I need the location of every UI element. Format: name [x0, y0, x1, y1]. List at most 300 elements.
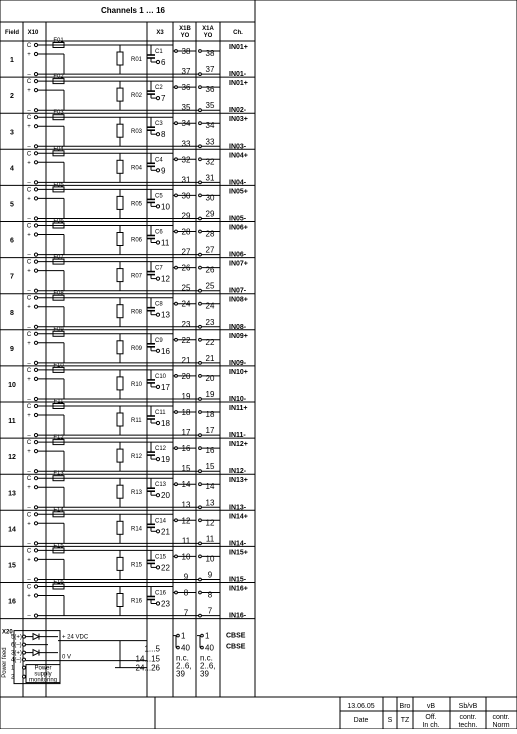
x1a-terminal [199, 230, 202, 233]
resistor [117, 557, 123, 570]
x1b-terminal [175, 483, 178, 486]
channel-row-13 [0, 471, 255, 514]
x1b-pin-top: 10 [181, 552, 191, 562]
contr-norm-label: contr. [492, 714, 510, 721]
resistor [117, 88, 123, 101]
x10-pin-label: C [26, 151, 32, 158]
x10-pin-label: – [27, 613, 31, 620]
resistor [117, 485, 123, 498]
x10-terminal [34, 614, 37, 617]
x10-terminal [34, 181, 37, 184]
x10-pin-label: + [27, 232, 31, 239]
x10-terminal [34, 305, 37, 308]
x1b-pin-bottom: 29 [181, 211, 191, 221]
x1b-pin-top: 18 [181, 408, 191, 417]
pin-40-label: 40 [205, 643, 214, 653]
x1b-terminal [175, 447, 178, 450]
fuse-label: F11 [53, 399, 64, 405]
channel-row-12 [0, 435, 255, 478]
x3-pin-label: 16 [161, 346, 170, 356]
x1b-pin-bottom: 27 [181, 247, 191, 257]
x10-terminal [34, 125, 37, 128]
v24-label: + 24 VDC [62, 634, 89, 641]
resistor [117, 341, 123, 354]
x10-pin-label: C [26, 440, 32, 447]
header-field: Field [4, 30, 20, 36]
x20-terminal [23, 651, 26, 654]
x10-terminal [34, 404, 37, 407]
field-number: 1 [10, 57, 14, 65]
fuse-label: F16 [53, 579, 64, 586]
terminal [201, 634, 204, 637]
x10-pin-label: + [27, 88, 31, 95]
x3-pin-label: 9 [161, 166, 166, 176]
x10-terminal [34, 513, 37, 516]
fuse-label: F08 [53, 290, 64, 297]
capacitor-label: C1 [155, 49, 163, 55]
channel-minus-label: IN03- [229, 143, 247, 151]
x1a-terminal [199, 506, 202, 509]
x1a-pin-top: 26 [205, 265, 215, 275]
x3-terminal [156, 60, 159, 63]
x3-terminal [156, 458, 159, 461]
x1b-pin-top: 22 [181, 335, 191, 345]
fuse-label: F01 [53, 38, 64, 44]
x1a-pin-top: 14 [205, 482, 215, 492]
channel-row-14 [0, 507, 255, 550]
x10-terminal [34, 73, 37, 76]
capacitor-label: C2 [155, 85, 163, 92]
x1a-pin-top: 18 [205, 410, 215, 419]
x10-terminal [34, 585, 37, 588]
monitor-label-1: Power [34, 665, 52, 672]
fuse-label: F15 [53, 543, 64, 550]
x20-terminal [23, 666, 26, 669]
x10-pin-label: + [27, 485, 31, 492]
x1b-terminal [175, 519, 178, 522]
x10-pin-label: + [27, 340, 31, 347]
channel-row-5 [0, 182, 255, 222]
resistor [117, 52, 123, 65]
x1b-terminal [175, 302, 178, 305]
x10-pin-label: – [27, 577, 31, 584]
x10-terminal [34, 542, 37, 545]
channel-plus-label: IN09+ [229, 332, 248, 340]
resistor-label: R02 [131, 93, 143, 100]
x1a-terminal [199, 217, 202, 220]
capacitor-label: C15 [155, 554, 167, 561]
nc-label: n.c. [200, 653, 213, 663]
x1a-terminal [199, 325, 202, 328]
field-number: 5 [10, 201, 14, 209]
x3-terminal [156, 313, 159, 316]
resistor [117, 160, 123, 173]
resistor-label: R10 [131, 381, 143, 388]
field-number: 7 [10, 273, 14, 281]
x1b-pin-top: 12 [181, 516, 191, 526]
x1a-terminal [199, 145, 202, 148]
x10-terminal [34, 594, 37, 597]
x3-pin-label: 21 [161, 527, 170, 537]
x1a-terminal [199, 289, 202, 292]
x3-range-3: 24...26 [135, 663, 160, 673]
x1a-pin-bottom: 7 [207, 606, 213, 616]
capacitor-label: C3 [155, 121, 163, 128]
field-number: 14 [8, 526, 16, 534]
x10-pin-label: – [27, 144, 31, 151]
x1a-pin-top: 36 [205, 85, 215, 95]
resistor [117, 124, 123, 137]
cbse-label: CBSE [226, 643, 246, 651]
header-x1b: X1B [179, 26, 191, 32]
resistor [117, 196, 123, 209]
x10-pin-label: C [26, 295, 32, 302]
power-feed-label: Power feed [2, 647, 8, 678]
x10-pin-label: C [26, 584, 32, 591]
capacitor-label: C11 [155, 410, 166, 416]
vb-label: vB [426, 703, 436, 710]
terminal [177, 646, 180, 649]
x1a-terminal [199, 614, 202, 617]
channel-minus-label: IN05- [229, 215, 247, 223]
channel-plus-label: IN11+ [229, 405, 248, 412]
x1a-terminal [199, 73, 202, 76]
capacitor-label: C6 [155, 229, 163, 236]
channel-minus-label: IN16- [229, 612, 247, 620]
channel-plus-label: IN08+ [229, 296, 248, 304]
x10-pin-label: – [27, 108, 31, 115]
x1b-terminal [175, 122, 178, 125]
resistor-label: R06 [131, 237, 143, 244]
x3-terminal [156, 421, 159, 424]
x3-terminal [156, 385, 159, 388]
x10-pin-label: – [27, 397, 31, 403]
x1a-pin-top: 10 [205, 554, 215, 564]
channel-plus-label: IN06+ [229, 224, 248, 232]
capacitor-label: C16 [155, 590, 167, 597]
channel-plus-label: IN07+ [229, 260, 248, 268]
x1a-pin-bottom: 21 [205, 353, 215, 363]
capacitor-label: C9 [155, 337, 163, 344]
channel-row-2 [0, 74, 255, 117]
x1b-pin-bottom: 17 [181, 428, 191, 438]
field-number: 13 [8, 490, 16, 498]
off-label: Off. [425, 714, 437, 721]
nc-label: 2..6, [200, 661, 216, 671]
x20-pin-label: 5(+) [11, 634, 22, 641]
channel-row-11 [0, 399, 255, 442]
x10-terminal [34, 224, 37, 227]
x1a-terminal [199, 470, 202, 473]
x10-pin-label: – [27, 505, 31, 512]
x1a-terminal [199, 122, 202, 125]
x1a-pin-top: 38 [205, 49, 215, 58]
channel-minus-label: IN06- [229, 251, 247, 259]
x1a-terminal [199, 253, 202, 256]
x3-terminal [156, 205, 159, 208]
x10-terminal [34, 549, 37, 552]
resistor-label: R01 [131, 57, 143, 63]
fuse-label: F02 [53, 74, 64, 81]
resistor [117, 521, 123, 534]
title-block [155, 697, 517, 729]
resistor [117, 377, 123, 390]
x10-terminal [34, 145, 37, 148]
x3-pin-label: 11 [161, 238, 170, 248]
resistor-label: R12 [131, 454, 143, 461]
x3-terminal [156, 277, 159, 280]
monitor-label-3: monitoring [28, 677, 58, 684]
channel-row-15 [0, 543, 255, 583]
x10-pin-label: + [27, 124, 31, 131]
nc-label: 39 [200, 669, 209, 679]
header-x1b-yo: YO [180, 33, 190, 39]
channel-minus-label: IN15- [229, 576, 247, 584]
x10-pin-label: C [26, 187, 32, 194]
header-x1a-yo: YO [203, 33, 213, 39]
terminal [201, 646, 204, 649]
fuse-label: F10 [53, 362, 64, 369]
channel-plus-label: IN13+ [229, 477, 248, 485]
channel-row-1 [0, 38, 255, 81]
x3-terminal [156, 169, 159, 172]
x20-label: X20 [2, 629, 13, 636]
x1a-terminal [199, 50, 202, 53]
x1a-terminal [199, 86, 202, 89]
x1a-terminal [199, 519, 202, 522]
pin-40-label: 40 [181, 643, 190, 653]
x10-terminal [34, 578, 37, 581]
channel-plus-label: IN15+ [229, 549, 248, 557]
x10-pin-label: – [27, 324, 31, 331]
x20-pin-label: 1 [11, 665, 15, 672]
resistor [117, 594, 123, 607]
x3-pin-label: 23 [161, 599, 170, 609]
x1b-pin-bottom: 15 [181, 464, 191, 474]
date-value: 13.06.05 [347, 703, 375, 710]
x1a-pin-bottom: 33 [205, 137, 215, 147]
channel-plus-label: IN16+ [229, 585, 248, 593]
diode-icon [33, 650, 39, 656]
x10-terminal [34, 89, 37, 92]
field-number: 12 [8, 454, 16, 462]
x10-terminal [34, 325, 37, 328]
x3-range-1: 1...5 [144, 644, 160, 654]
x1b-pin-bottom: 31 [181, 175, 191, 185]
x10-terminal [34, 558, 37, 561]
x1b-pin-bottom: 33 [181, 139, 191, 149]
channel-minus-label: IN07- [229, 287, 247, 295]
channel-minus-label: IN11- [229, 432, 246, 440]
fuse-label: F05 [53, 182, 64, 189]
x10-terminal [34, 253, 37, 256]
capacitor-label: C8 [155, 301, 163, 308]
field-number: 16 [8, 598, 16, 606]
fuse-label: F14 [53, 507, 64, 514]
x1a-pin-bottom: 17 [205, 426, 215, 436]
x1b-pin-top: 26 [181, 263, 191, 273]
x1a-pin-bottom: 35 [205, 101, 215, 111]
x10-terminal [34, 377, 37, 380]
x1a-terminal [199, 194, 202, 197]
x1b-pin-top: 16 [181, 444, 191, 454]
x1b-pin-bottom: 25 [181, 283, 191, 293]
x1a-pin-bottom: 15 [205, 462, 215, 472]
channel-plus-label: IN03+ [229, 116, 248, 124]
x10-pin-label: C [26, 476, 32, 483]
x3-terminal [156, 602, 159, 605]
x1a-pin-bottom: 19 [205, 390, 215, 399]
channel-plus-label: IN14+ [229, 513, 248, 521]
resistor-label: R15 [131, 562, 143, 569]
x1a-terminal [199, 434, 202, 437]
fuse-label: F04 [53, 146, 64, 153]
header-x3: X3 [156, 30, 164, 36]
x10-terminal [34, 161, 37, 164]
x10-pin-label: C [26, 404, 32, 410]
resistor-label: R16 [131, 598, 143, 605]
resistor-label: R03 [131, 129, 143, 136]
capacitor-label: C10 [155, 373, 167, 380]
in-ch-label: In ch. [422, 722, 440, 729]
page-title: Channels 1 … 16 [100, 6, 166, 15]
field-number: 9 [10, 345, 14, 353]
x10-pin-label: C [26, 512, 32, 519]
x10-terminal [34, 233, 37, 236]
x1a-pin-top: 12 [205, 518, 215, 528]
capacitor-label: C4 [155, 157, 163, 164]
x1b-terminal [175, 230, 178, 233]
resistor-label: R05 [131, 201, 143, 208]
x3-pin-label: 10 [161, 202, 170, 212]
channel-minus-label: IN14- [229, 540, 247, 548]
channel-plus-label: IN04+ [229, 152, 248, 160]
x1a-terminal [199, 158, 202, 161]
nc-label: n.c. [176, 653, 189, 663]
header-ch: Ch. [233, 30, 243, 36]
x10-terminal [34, 522, 37, 525]
channel-plus-label: IN05+ [229, 188, 248, 196]
x1a-pin-top: 16 [205, 446, 215, 456]
x1b-pin-top: 32 [181, 155, 191, 165]
fuse-label: F13 [53, 471, 64, 478]
channel-plus-label: IN10+ [229, 368, 248, 376]
x10-terminal [34, 52, 37, 55]
x1b-pin-bottom: 37 [181, 67, 191, 77]
capacitor-label: C12 [155, 446, 167, 453]
x1b-terminal [175, 591, 178, 594]
capacitor-label: C5 [155, 193, 163, 200]
x3-pin-label: 17 [161, 382, 170, 392]
x10-terminal [34, 260, 37, 263]
fuse-label: F09 [53, 326, 64, 333]
x10-pin-label: C [26, 331, 32, 338]
x3-pin-label: 13 [161, 310, 170, 320]
x1a-pin-bottom: 9 [207, 570, 213, 580]
x20-pin-label: 6(–) [11, 642, 22, 649]
x10-pin-label: + [27, 449, 31, 456]
x1b-terminal [175, 266, 178, 269]
x10-terminal [34, 368, 37, 371]
x10-pin-label: + [27, 557, 31, 564]
nc-label: 2..6, [176, 661, 192, 671]
sbvb-label: Sb/vB [458, 703, 478, 710]
resistor-label: R04 [131, 165, 143, 172]
x3-range-2: 14...15 [135, 654, 160, 664]
x3-pin-label: 8 [161, 130, 166, 140]
x20-terminal [23, 643, 26, 646]
contr-techn-label: contr. [459, 714, 477, 721]
x1b-pin-bottom: 13 [181, 500, 191, 510]
x3-pin-label: 22 [161, 563, 170, 573]
x10-pin-label: C [26, 259, 32, 266]
x10-pin-label: – [27, 469, 31, 476]
x1b-terminal [175, 375, 178, 378]
x10-pin-label: C [26, 79, 32, 86]
field-number: 3 [10, 129, 14, 137]
x1b-pin-bottom: 21 [181, 355, 191, 365]
x10-terminal [34, 116, 37, 119]
x10-pin-label: C [26, 548, 32, 555]
x10-terminal [34, 332, 37, 335]
cbse-label: CBSE [226, 632, 246, 640]
resistor [117, 269, 123, 282]
x1a-terminal [199, 362, 202, 365]
x1a-terminal [199, 109, 202, 112]
x10-terminal [34, 109, 37, 112]
x3-terminal [156, 566, 159, 569]
power-section [2, 630, 246, 684]
x3-terminal [156, 530, 159, 533]
x10-terminal [34, 80, 37, 83]
x20-terminal [23, 675, 26, 678]
x1a-pin-top: 30 [205, 193, 215, 203]
channel-minus-label: IN01- [229, 71, 247, 79]
x10-terminal [34, 296, 37, 299]
x1a-pin-top: 32 [205, 157, 215, 167]
x1b-pin-bottom: 23 [181, 319, 191, 329]
x10-pin-label: – [27, 216, 31, 223]
x1a-pin-top: 20 [205, 373, 215, 383]
x1a-terminal [199, 483, 202, 486]
x10-terminal [34, 397, 37, 400]
s-label: S [387, 717, 393, 724]
resistor-label: R08 [131, 309, 143, 316]
x1b-pin-bottom: 19 [181, 392, 191, 401]
x1b-pin-top: 34 [181, 119, 191, 129]
x1a-pin-top: 22 [205, 337, 215, 347]
diode-icon [33, 634, 39, 640]
capacitor-label: C14 [155, 518, 167, 525]
x1a-pin-top: 28 [205, 229, 215, 239]
channel-row-4 [0, 146, 255, 189]
v0-label: 0 V [62, 654, 72, 661]
channel-minus-label: IN12- [229, 468, 247, 476]
x10-pin-label: + [27, 160, 31, 167]
x10-terminal [34, 470, 37, 473]
x10-terminal [34, 289, 37, 292]
x1b-terminal [175, 411, 178, 414]
x10-pin-label: C [26, 43, 32, 49]
monitor-label-2: supply [34, 671, 52, 678]
field-number: 6 [10, 237, 14, 245]
column-headers [5, 26, 243, 39]
x10-terminal [34, 43, 37, 46]
x1a-terminal [199, 181, 202, 184]
channel-minus-label: IN04- [229, 179, 247, 187]
x1a-pin-bottom: 37 [205, 65, 215, 75]
x1b-terminal [175, 86, 178, 89]
